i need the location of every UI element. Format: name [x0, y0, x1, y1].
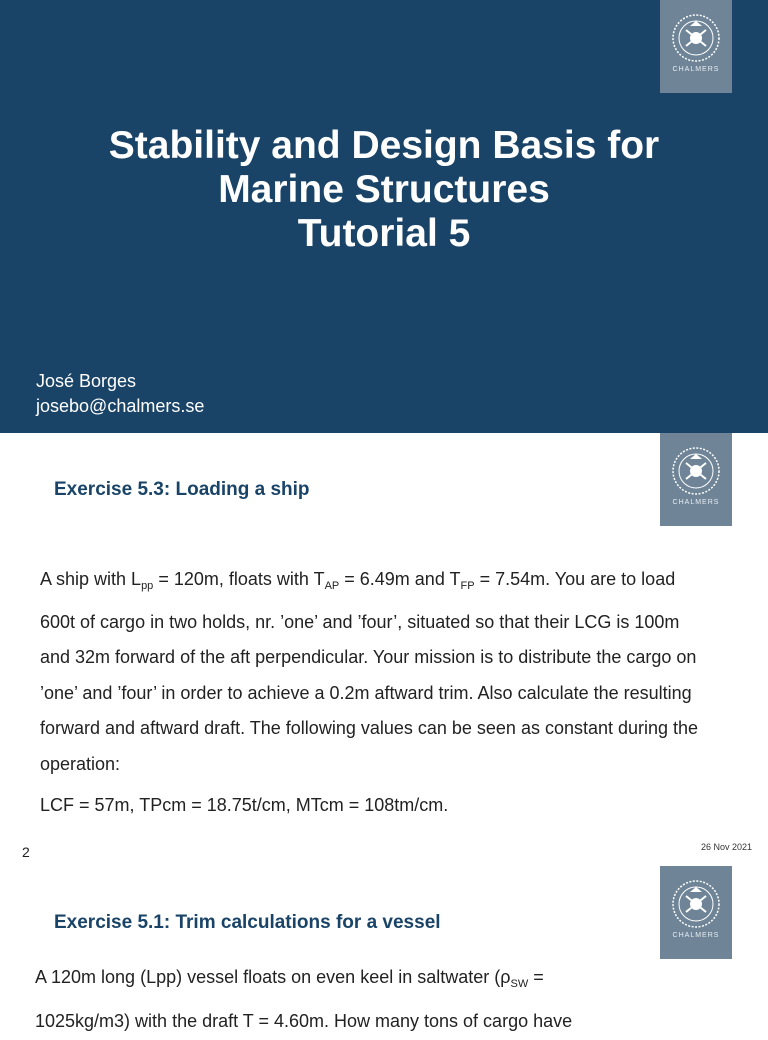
title-line: Marine Structures: [218, 168, 550, 211]
chalmers-seal-icon: [670, 445, 722, 497]
author-name: José Borges: [36, 371, 137, 391]
exercise-heading: Exercise 5.3: Loading a ship: [54, 479, 310, 500]
text-run: = 7.54m. You are to load 600t of cargo in two holds, nr. ’one’ and ’four’, situated so that their LCG is 100m and 32m forward of the aft perpendicular. Your mission is to distribute the cargo on ’one’ and ’four’ in order to achieve a 0.2m aftward trim. Also calculate the resulting forward and aftward draft. The following values can be seen as constant during the operation:: [40, 569, 699, 774]
chalmers-seal-icon: [670, 878, 722, 930]
logo-text: CHALMERS: [672, 499, 720, 506]
page-number: 2: [22, 844, 30, 860]
exercise-text: [40, 562, 710, 824]
subscript: AP: [324, 580, 340, 592]
author-block: [36, 369, 204, 419]
exercise-paragraph: [35, 959, 635, 1040]
logo-text: CHALMERS: [672, 932, 720, 939]
author-email: josebo@chalmers.se: [36, 396, 205, 416]
text-run: A 120m long (Lpp) vessel floats on even keel in saltwater (ρ: [35, 967, 511, 987]
chalmers-logo: [660, 866, 732, 959]
subscript: pp: [141, 580, 154, 592]
title-line: Tutorial 5: [297, 212, 471, 255]
chalmers-logo: [660, 433, 732, 526]
title-line: Stability and Design Basis for: [108, 124, 660, 167]
slide-date: 26 Nov 2021: [700, 842, 752, 852]
text-run: = 120m, floats with T: [153, 569, 325, 589]
exercise-paragraph: [40, 562, 710, 782]
presentation-title: [0, 124, 768, 256]
title-slide: [0, 0, 768, 433]
exercise-heading: Exercise 5.1: Trim calculations for a vessel: [54, 912, 441, 933]
text-run: A ship with L: [40, 569, 142, 589]
logo-text: CHALMERS: [672, 66, 720, 73]
chalmers-logo: [660, 0, 732, 93]
chalmers-seal-icon: [670, 12, 722, 64]
exercise-text: [35, 959, 635, 1040]
constants-line: LCF = 57m, TPcm = 18.75t/cm, MTcm = 108tm/cm.: [40, 795, 449, 815]
text-run: = 1025kg/m3) with the draft T = 4.60m. How many tons of cargo have: [35, 967, 573, 1031]
subscript: FP: [460, 580, 475, 592]
subscript: SW: [510, 978, 529, 990]
text-run: = 6.49m and T: [339, 569, 461, 589]
